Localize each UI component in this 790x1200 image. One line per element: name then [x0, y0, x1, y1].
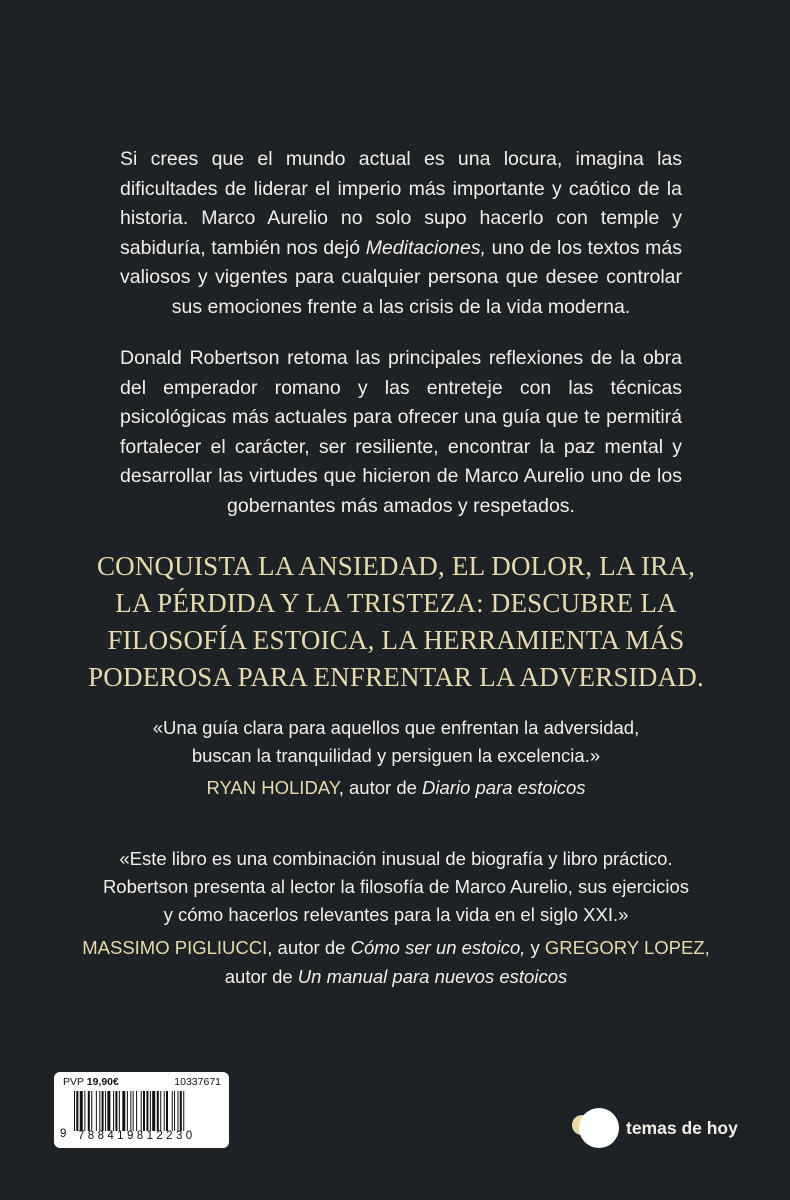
blurb-2-quote [100, 845, 692, 929]
blurb-2-line-3: y cómo hacerlos relevantes para la vida en el siglo XXI.» [163, 904, 629, 925]
blurb-2-attribution-line-2 [80, 963, 712, 991]
blurb-2-book-1: Cómo ser un estoico, [350, 937, 526, 958]
blurb-2-line-1: «Este libro es una combinación inusual de biografía y libro práctico. [119, 848, 673, 869]
synopsis-paragraph-1 [120, 145, 682, 323]
blurb-1-attribution [80, 774, 712, 802]
blurb-2-line-2: Robertson presenta al lector la filosofía de Marco Aurelio, sus ejercicios [102, 876, 690, 897]
barcode-lead-digit: 9 [60, 1128, 67, 1140]
blurb-1-author: RYAN HOLIDAY [206, 777, 339, 798]
publisher-logo-icon [568, 1105, 620, 1151]
price-tag [63, 1076, 119, 1088]
blurb-2-book-2: Un manual para nuevos estoicos [297, 966, 568, 987]
blurb-1-book: Diario para estoicos [422, 777, 586, 798]
barcode-label [54, 1072, 229, 1148]
blurb-1-line-1: «Una guía clara para aquellos que enfrentan la adversidad, [152, 717, 640, 738]
blurb-1-connector: , autor de [338, 777, 423, 798]
synopsis-p1-text-a: Si crees que el mundo actual es una locura, imagina las dificultades de liderar el imperio más importante y caótico de la historia. Marco Aurelio no solo supo hacerlo con temple y sabiduría, también nos dejó [120, 148, 682, 259]
publisher-name: temas de hoy [626, 1118, 738, 1138]
blurb-2-author-2: GREGORY LOPEZ, [544, 937, 710, 958]
blurb-1-line-2: buscan la tranquilidad y persiguen la excelencia.» [191, 745, 601, 766]
blurb-2-connector-2: y [525, 937, 545, 958]
blurb-2-connector-1: , autor de [267, 937, 351, 958]
blurb-2-attribution-line-1 [80, 934, 712, 962]
product-code: 10337671 [174, 1076, 221, 1088]
blurb-2-connector-3: autor de [224, 966, 298, 987]
tagline: CONQUISTA LA ANSIEDAD, EL DOLOR, LA IRA, LA PÉRDIDA Y LA TRISTEZA: DESCUBRE LA FILOSOFÍA ESTOICA, LA HERRAMIENTA MÁS PODEROSA PARA ENFRENTAR LA ADVERSIDAD. [88, 551, 704, 692]
blurb-1-quote [100, 714, 692, 770]
blurb-2-author-1: MASSIMO PIGLIUCCI [82, 937, 268, 958]
book-title-meditaciones: Meditaciones, [365, 236, 487, 259]
barcode-digits: 788419812230 [78, 1130, 196, 1142]
synopsis-paragraph-2: Donald Robertson retoma las principales reflexiones de la obra del emperador romano y las entreteje con las técnicas psicológicas más actuales para ofrecer una guía que te permitirá fortalecer el carácter, ser resiliente, encontrar la paz mental y desarrollar las virtudes que hicieron de Marco Aurelio uno de los gobernantes más amados y respetados. [120, 347, 682, 517]
price: 19,90€ [86, 1076, 119, 1088]
synopsis-p1-text-b: uno de los textos más valiosos y vigentes para cualquier persona que desee controlar sus emociones frente a las crisis de la vida moderna. [120, 236, 682, 318]
barcode-bars [74, 1091, 224, 1131]
pvp-label: PVP [63, 1076, 84, 1088]
